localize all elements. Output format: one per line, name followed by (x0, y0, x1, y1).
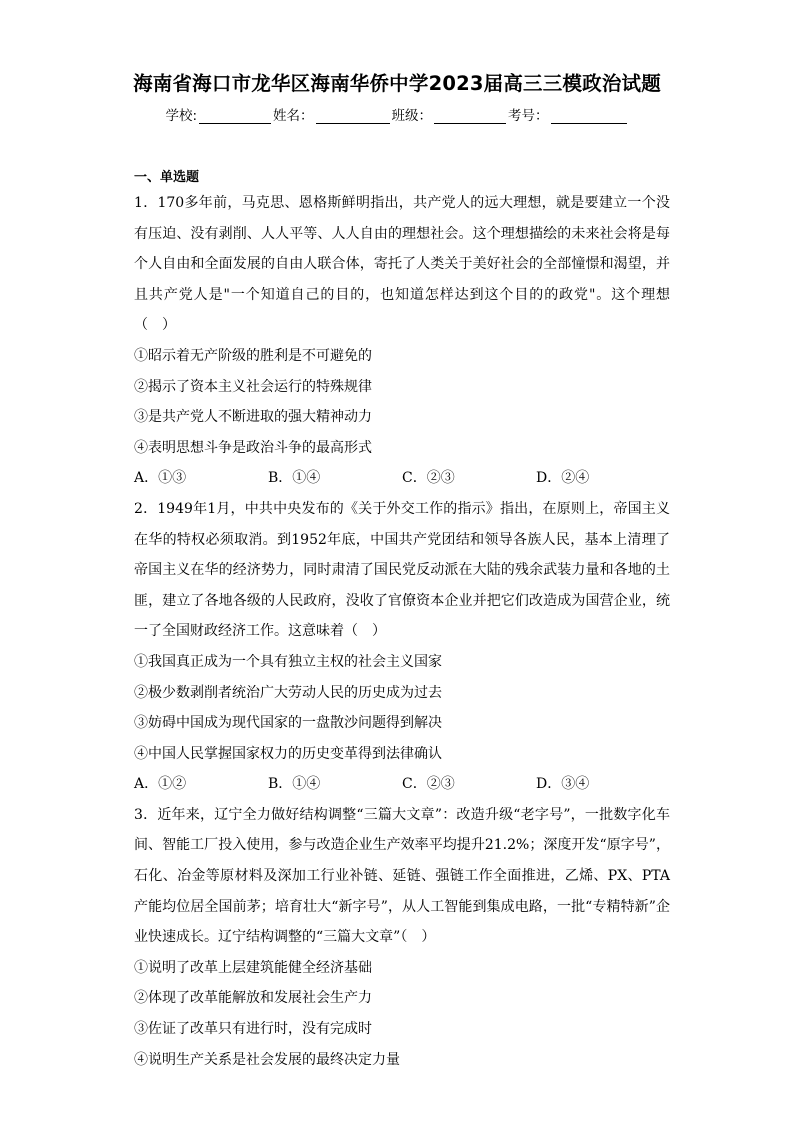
statement-option: ④表明思想斗争是政治斗争的最高形式 (134, 439, 372, 456)
statement-option: ②极少数剥削者统治广大劳动人民的历史成为过去 (134, 684, 442, 701)
school-label: 学校: (165, 108, 198, 124)
class-label: 班级： (391, 108, 433, 124)
answer-choice[interactable]: B．①④ (268, 776, 321, 793)
answer-choice[interactable]: A．①② (134, 776, 187, 793)
answer-choices (134, 463, 670, 494)
answer-choice[interactable]: D．②④ (536, 470, 590, 487)
statement-option: ④说明生产关系是社会发展的最终决定力量 (134, 1051, 400, 1068)
statement-option: ①我国真正成为一个具有独立主权的社会主义国家 (134, 653, 442, 670)
id-label: 考号： (508, 108, 549, 124)
student-info-line (0, 104, 794, 124)
answer-choice[interactable]: B．①④ (268, 470, 321, 487)
school-blank[interactable] (199, 108, 271, 124)
questions-container (134, 188, 670, 1075)
exam-title: 海南省海口市龙华区海南华侨中学2023届高三三模政治试题 (133, 72, 661, 95)
answer-choice[interactable]: A．①③ (134, 470, 187, 487)
question-stem: 1．170多年前，马克思、恩格斯鲜明指出，共产党人的远大理想，就是要建立一个没有压迫、没有剥削、人人平等、人人自由的理想社会。这个理想描绘的未来社会将是每个人自由和全面发展的自由人联合体，寄托了人类关于美好社会的全部憧憬和渴望，并且共产党人是"一个知道自己的目的，也知道怎样达到这个目的的政党"。这个理想（ ） (134, 195, 670, 334)
answer-choice[interactable]: C．②③ (402, 776, 455, 793)
name-blank[interactable] (316, 108, 390, 124)
answer-choices (134, 769, 670, 800)
id-blank[interactable] (551, 108, 627, 124)
statement-option: ③佐证了改革只有进行时，没有完成时 (134, 1021, 372, 1038)
statement-option: ①说明了改革上层建筑能健全经济基础 (134, 959, 372, 976)
question-stem: 3．近年来，辽宁全力做好结构调整“三篇大文章”：改造升级“老字号”，一批数字化车间、智能工厂投入使用，参与改造企业生产效率平均提升21.2%；深度开发“原字号”，石化、冶金等原材料及深加工行业补链、延链、强链工作全面推进，乙烯、PX、PTA产能均位居全国前茅；培育壮大“新字号”，从人工智能到集成电路，一批“专精特新”企业快速成长。辽宁结构调整的“三篇大文章”（ ） (134, 806, 670, 946)
statement-option: ②揭示了资本主义社会运行的特殊规律 (134, 378, 372, 395)
answer-choice[interactable]: D．③④ (536, 776, 590, 793)
statement-option: ②体现了改革能解放和发展社会生产力 (134, 990, 372, 1007)
statement-option: ①昭示着无产阶级的胜利是不可避免的 (134, 347, 372, 364)
statement-option: ③妨碍中国成为现代国家的一盘散沙问题得到解决 (134, 715, 442, 732)
name-label: 姓名： (273, 108, 314, 124)
question-stem: 2．1949年1月，中共中央发布的《关于外交工作的指示》指出，在原则上，帝国主义在华的特权必须取消。到1952年底，中国共产党团结和领导各族人民，基本上清理了帝国主义在华的经济势力，同时肃清了国民党反动派在大陆的残余武装力量和各地的土匪，建立了各地各级的人民政府，没收了官僚资本企业并把它们改造成为国营企业，统一了全国财政经济工作。这意味着（ ） (134, 500, 670, 640)
answer-choice[interactable]: C．②③ (402, 470, 455, 487)
statement-option: ④中国人民掌握国家权力的历史变革得到法律确认 (134, 745, 442, 762)
section-title: 一、单选题 (134, 170, 200, 185)
statement-option: ③是共产党人不断进取的强大精神动力 (134, 409, 372, 426)
class-blank[interactable] (434, 108, 506, 124)
